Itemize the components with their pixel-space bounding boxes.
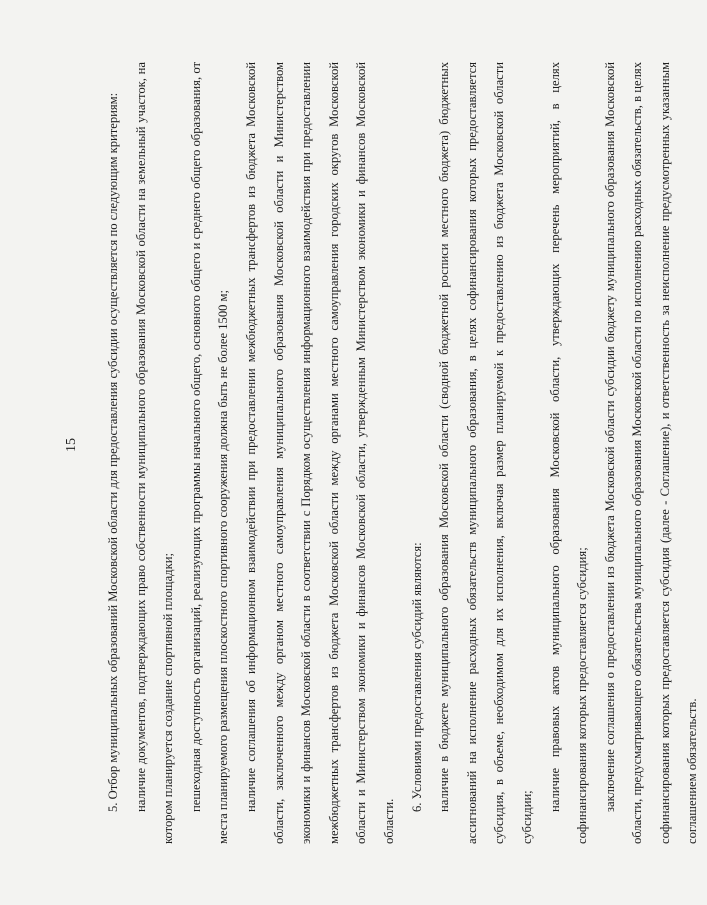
paragraph-conditions-intro: 6. Условиями предоставления субсидий являются: (409, 542, 424, 812)
paragraph-criteria-intro: 5. Отбор муниципальных образований Московской области для предоставления субсидии осуществляется по следующим критериям: (106, 92, 120, 812)
paragraph-legal-acts: наличие правовых актов муниципального образования Московской области, утверждающих перечень мероприятий, в целях софинансирования которых предоставляется субсидия; (547, 62, 590, 844)
paragraph-land-ownership: наличие документов, подтверждающих право собственности муниципального образования Московской области на земельный участок, на котором планируется создание спортивной площадки; (133, 62, 176, 844)
paragraph-info-agreement: наличие соглашения об информационном взаимодействии при предоставлении межбюджетных трансфертов из бюджета Московской области, заключенного между органом местного самоуправления муниципального образования Московской области и Министерством экономики и финансов Московской области в соответствии с Порядком осуществления информационного взаимодействия при предоставлении межбюджетных трансфертов из бюджета Московской области между органами местного самоуправления городских округов Московской области и Министерством экономики и финансов Московской области, утвержденным Министерством экономики и финансов Московской области. (243, 62, 396, 844)
paragraph-pedestrian-access: пешеходная доступность организаций, реализующих программы начального общего, основного общего и среднего общего образования, от места планируемого размещения плоскостного спортивного сооружения должна быть не более 1500 м; (188, 62, 231, 844)
page-number: 15 (64, 438, 79, 452)
document-body (100, 62, 700, 844)
paragraph-subsidy-agreement: заключение соглашения о предоставлении из бюджета Московской области субсидии бюджету муниципального образования Московской области, предусматривающего обязательства муниципального образования Московской области по исполнению расходных обязательств, в целях софинансирования которых предоставляется субсидия (далее - Соглашение), и ответственность за неисполнение предусмотренных указанным соглашением обязательств. (602, 62, 700, 844)
paragraph-budget-allocation: наличие в бюджете муниципального образования Московской области (сводной бюджетной росписи местного бюджета) бюджетных ассигнований на исполнение расходных обязательств муниципального образования, в целях софинансирования которых предоставляется субсидия, в объеме, необходимом для их исполнения, включая размер планируемой к предоставлению из бюджета Московской области субсидии; (437, 62, 534, 844)
